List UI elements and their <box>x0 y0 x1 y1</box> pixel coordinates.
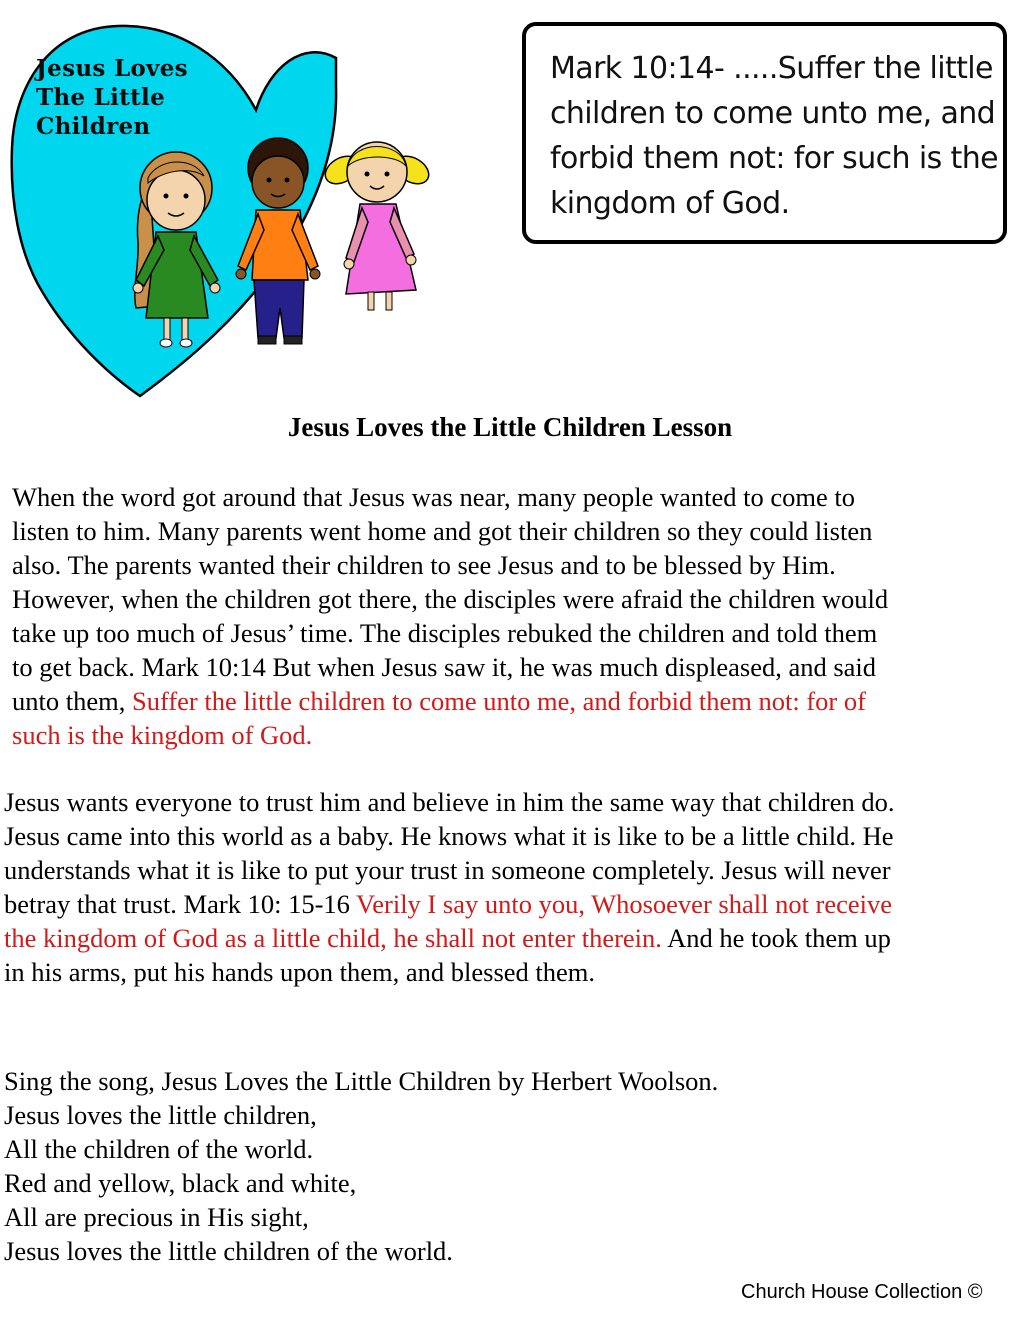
para-line <box>12 684 1002 718</box>
para-line: Jesus came into this world as a baby. He knows what it is like to be a little child. He <box>4 821 894 851</box>
para-line: to get back. Mark 10:14 But when Jesus saw it, he was much displeased, and said <box>12 652 877 682</box>
verse-text <box>550 46 1002 226</box>
para-line: When the word got around that Jesus was near, many people wanted to come to <box>12 482 856 512</box>
para-line: also. The parents wanted their children to see Jesus and to be blessed by Him. <box>12 550 836 580</box>
para-line: listen to him. Many parents went home and got their children so they could listen <box>12 516 873 546</box>
para-line <box>4 887 1014 921</box>
para-line: in his arms, put his hands upon them, and blessed them. <box>4 957 596 987</box>
verse-line: forbid them not: for such is the <box>550 141 998 176</box>
verse-line: Mark 10:14- .....Suffer the little <box>550 51 993 86</box>
para-line: understands what it is like to put your trust in someone completely. Jesus will never <box>4 855 891 885</box>
para-line <box>4 921 1014 955</box>
para-text: And he took them up <box>661 923 891 953</box>
boy-orange-shirt-figure <box>236 138 320 344</box>
para-text: unto them, <box>12 686 132 716</box>
copyright-footer: Church House Collection © <box>741 1281 983 1303</box>
para-line: take up too much of Jesus’ time. The disciples rebuked the children and told them <box>12 618 878 648</box>
heart-title-line: The Little <box>36 84 166 111</box>
heart-illustration <box>8 18 338 408</box>
scripture-quote: Verily I say unto you, Whosoever shall not receive <box>356 889 893 919</box>
verse-line: kingdom of God. <box>550 186 790 221</box>
para-line: However, when the children got there, the disciples were afraid the children would <box>12 584 889 614</box>
lesson-paragraph-1 <box>12 480 1002 752</box>
song-line: All are precious in His sight, <box>4 1202 309 1232</box>
verse-callout-box <box>522 22 1007 244</box>
lesson-title: Jesus Loves the Little Children Lesson <box>287 412 733 442</box>
scripture-quote: Suffer the little children to come unto me, and forbid them not: for of <box>131 686 866 716</box>
song-line: All the children of the world. <box>4 1134 314 1164</box>
girl-pink-dress-figure <box>320 130 430 330</box>
para-line: Jesus wants everyone to trust him and believe in him the same way that children do. <box>4 787 895 817</box>
heart-title <box>36 54 236 141</box>
verse-line: children to come unto me, and <box>550 96 996 131</box>
scripture-quote: such is the kingdom of God. <box>12 720 313 750</box>
scripture-quote: the kingdom of God as a little child, he shall not enter therein. <box>4 923 662 953</box>
song-line: Jesus loves the little children of the world. <box>4 1236 453 1266</box>
song-lyrics <box>4 1064 718 1268</box>
song-line: Red and yellow, black and white, <box>4 1168 357 1198</box>
heart-title-line: Jesus Loves <box>36 55 188 82</box>
song-line: Jesus loves the little children, <box>4 1100 317 1130</box>
para-text: betray that trust. Mark 10: 15-16 <box>4 889 357 919</box>
heart-title-line: Children <box>36 113 151 140</box>
lesson-paragraph-2 <box>4 785 1014 989</box>
song-line: Sing the song, Jesus Loves the Little Children by Herbert Woolson. <box>4 1066 719 1096</box>
